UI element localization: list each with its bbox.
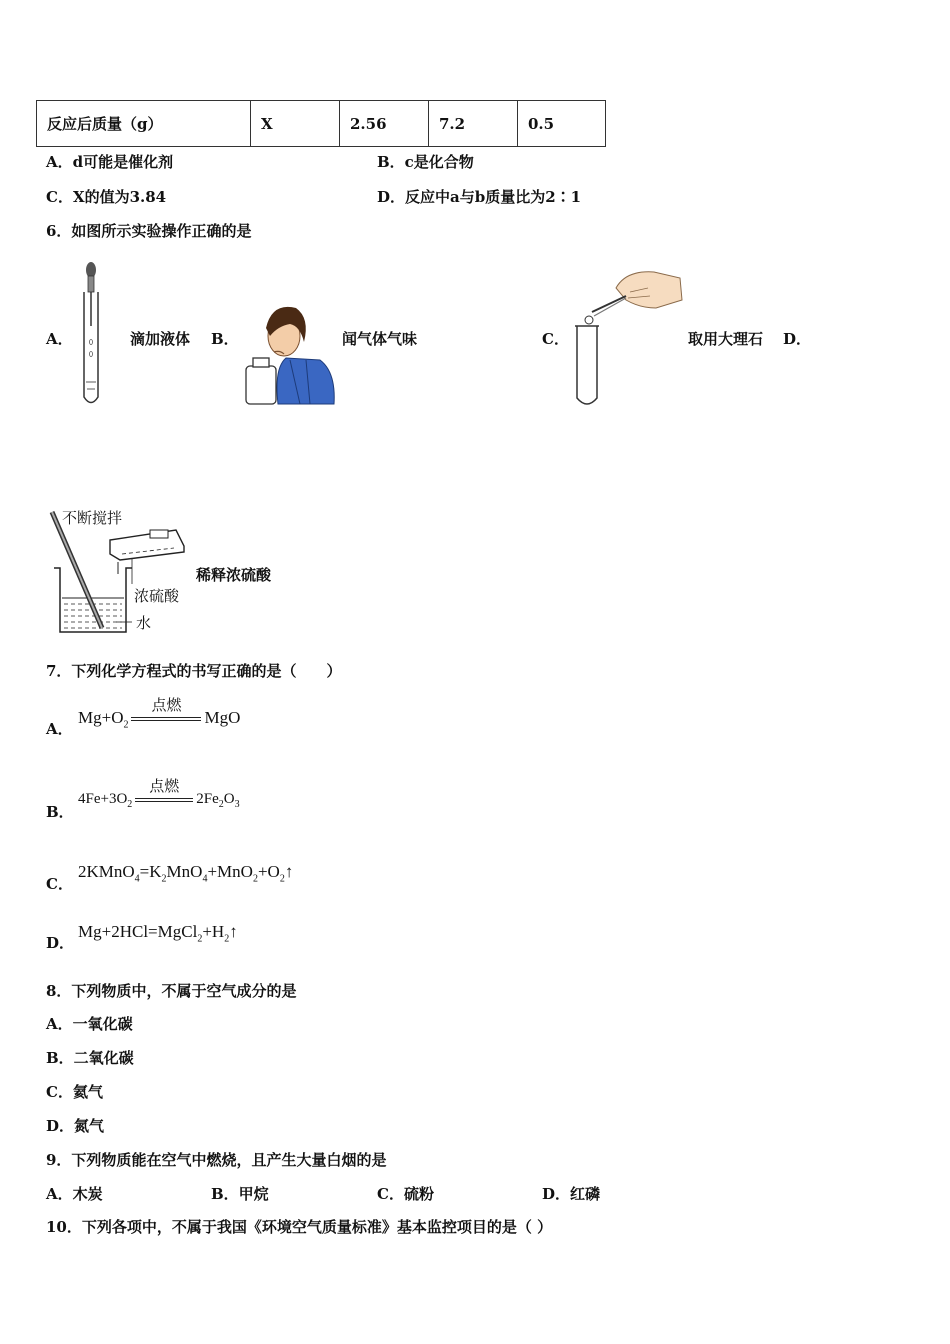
equation-b: $4Fe+3O_2$ 点燃 $2Fe_2O_3$	[78, 776, 240, 810]
cell-c: 7.2	[429, 101, 518, 147]
smelling-gas-figure	[244, 296, 336, 406]
dropper-test-tube-figure	[72, 262, 112, 410]
equation-d: $Mg+2HCl=MgCl_2+H_2↑$	[78, 922, 238, 945]
fig-d-label-stir: 不断搅拌	[62, 509, 123, 527]
tweezers-test-tube-figure	[570, 266, 684, 410]
q5-option-c: C．X的值为3.84	[46, 188, 167, 206]
q9-option-d: D．红磷	[542, 1185, 601, 1203]
q6-label-a: A．	[46, 330, 73, 348]
q6-label-c: C．	[542, 330, 569, 348]
gas-arrow: ↑	[284, 862, 294, 881]
q6-caption-c: 取用大理石	[688, 330, 764, 348]
equation-a: $Mg+O_2$ 点燃 MgO	[78, 696, 241, 731]
q9-option-a: A．木炭	[46, 1185, 103, 1203]
table-row	[37, 101, 606, 147]
condition-mark: 点燃	[135, 792, 193, 808]
q6-caption-d: 稀释浓硫酸	[196, 566, 272, 584]
q8-option-a: A．一氧化碳	[46, 1015, 133, 1033]
q8-option-c: C．氦气	[46, 1083, 103, 1101]
q9-option-b: B．甲烷	[211, 1185, 269, 1203]
gas-arrow: ↑	[229, 922, 238, 941]
q6-label-d: D．	[783, 330, 812, 348]
q7-label-b: B．	[46, 803, 74, 821]
q6-caption-a: 滴加液体	[130, 330, 191, 348]
fig-d-label-acid: 浓硫酸	[134, 587, 180, 605]
q7-stem: 7．下列化学方程式的书写正确的是（ ）	[46, 662, 342, 680]
q8-option-d: D．氮气	[46, 1117, 105, 1135]
q5-option-a: A．d可能是催化剂	[46, 153, 174, 171]
q6-label-b: B．	[211, 330, 239, 348]
q8-option-b: B．二氧化碳	[46, 1049, 134, 1067]
q7-label-a: A．	[46, 720, 73, 738]
mass-table	[36, 100, 606, 147]
q7-label-c: C．	[46, 875, 73, 893]
q7-label-d: D．	[46, 934, 75, 952]
row-label: 反应后质量（g）	[37, 101, 251, 147]
cell-a: X	[251, 101, 340, 147]
q10-stem: 10．下列各项中，不属于我国《环境空气质量标准》基本监控项目的是（ ）	[46, 1218, 553, 1236]
q9-option-c: C．硫粉	[377, 1185, 434, 1203]
q6-stem: 6．如图所示实验操作正确的是	[46, 222, 252, 240]
q5-option-b: B．c是化合物	[377, 153, 474, 171]
diluting-acid-figure	[44, 510, 194, 638]
condition-mark: 点燃	[131, 711, 201, 727]
equation-c: $2KMnO_4=K_2MnO_4+MnO_2+O_2↑$	[78, 862, 294, 885]
cell-d: 0.5	[518, 101, 606, 147]
q8-stem: 8．下列物质中，不属于空气成分的是	[46, 982, 297, 1000]
fig-d-label-water: 水	[136, 614, 152, 632]
q5-option-d: D．反应中a与b质量比为2∶1	[377, 188, 582, 206]
cell-b: 2.56	[340, 101, 429, 147]
q6-caption-b: 闻气体气味	[342, 330, 418, 348]
q9-stem: 9．下列物质能在空气中燃烧，且产生大量白烟的是	[46, 1151, 387, 1169]
